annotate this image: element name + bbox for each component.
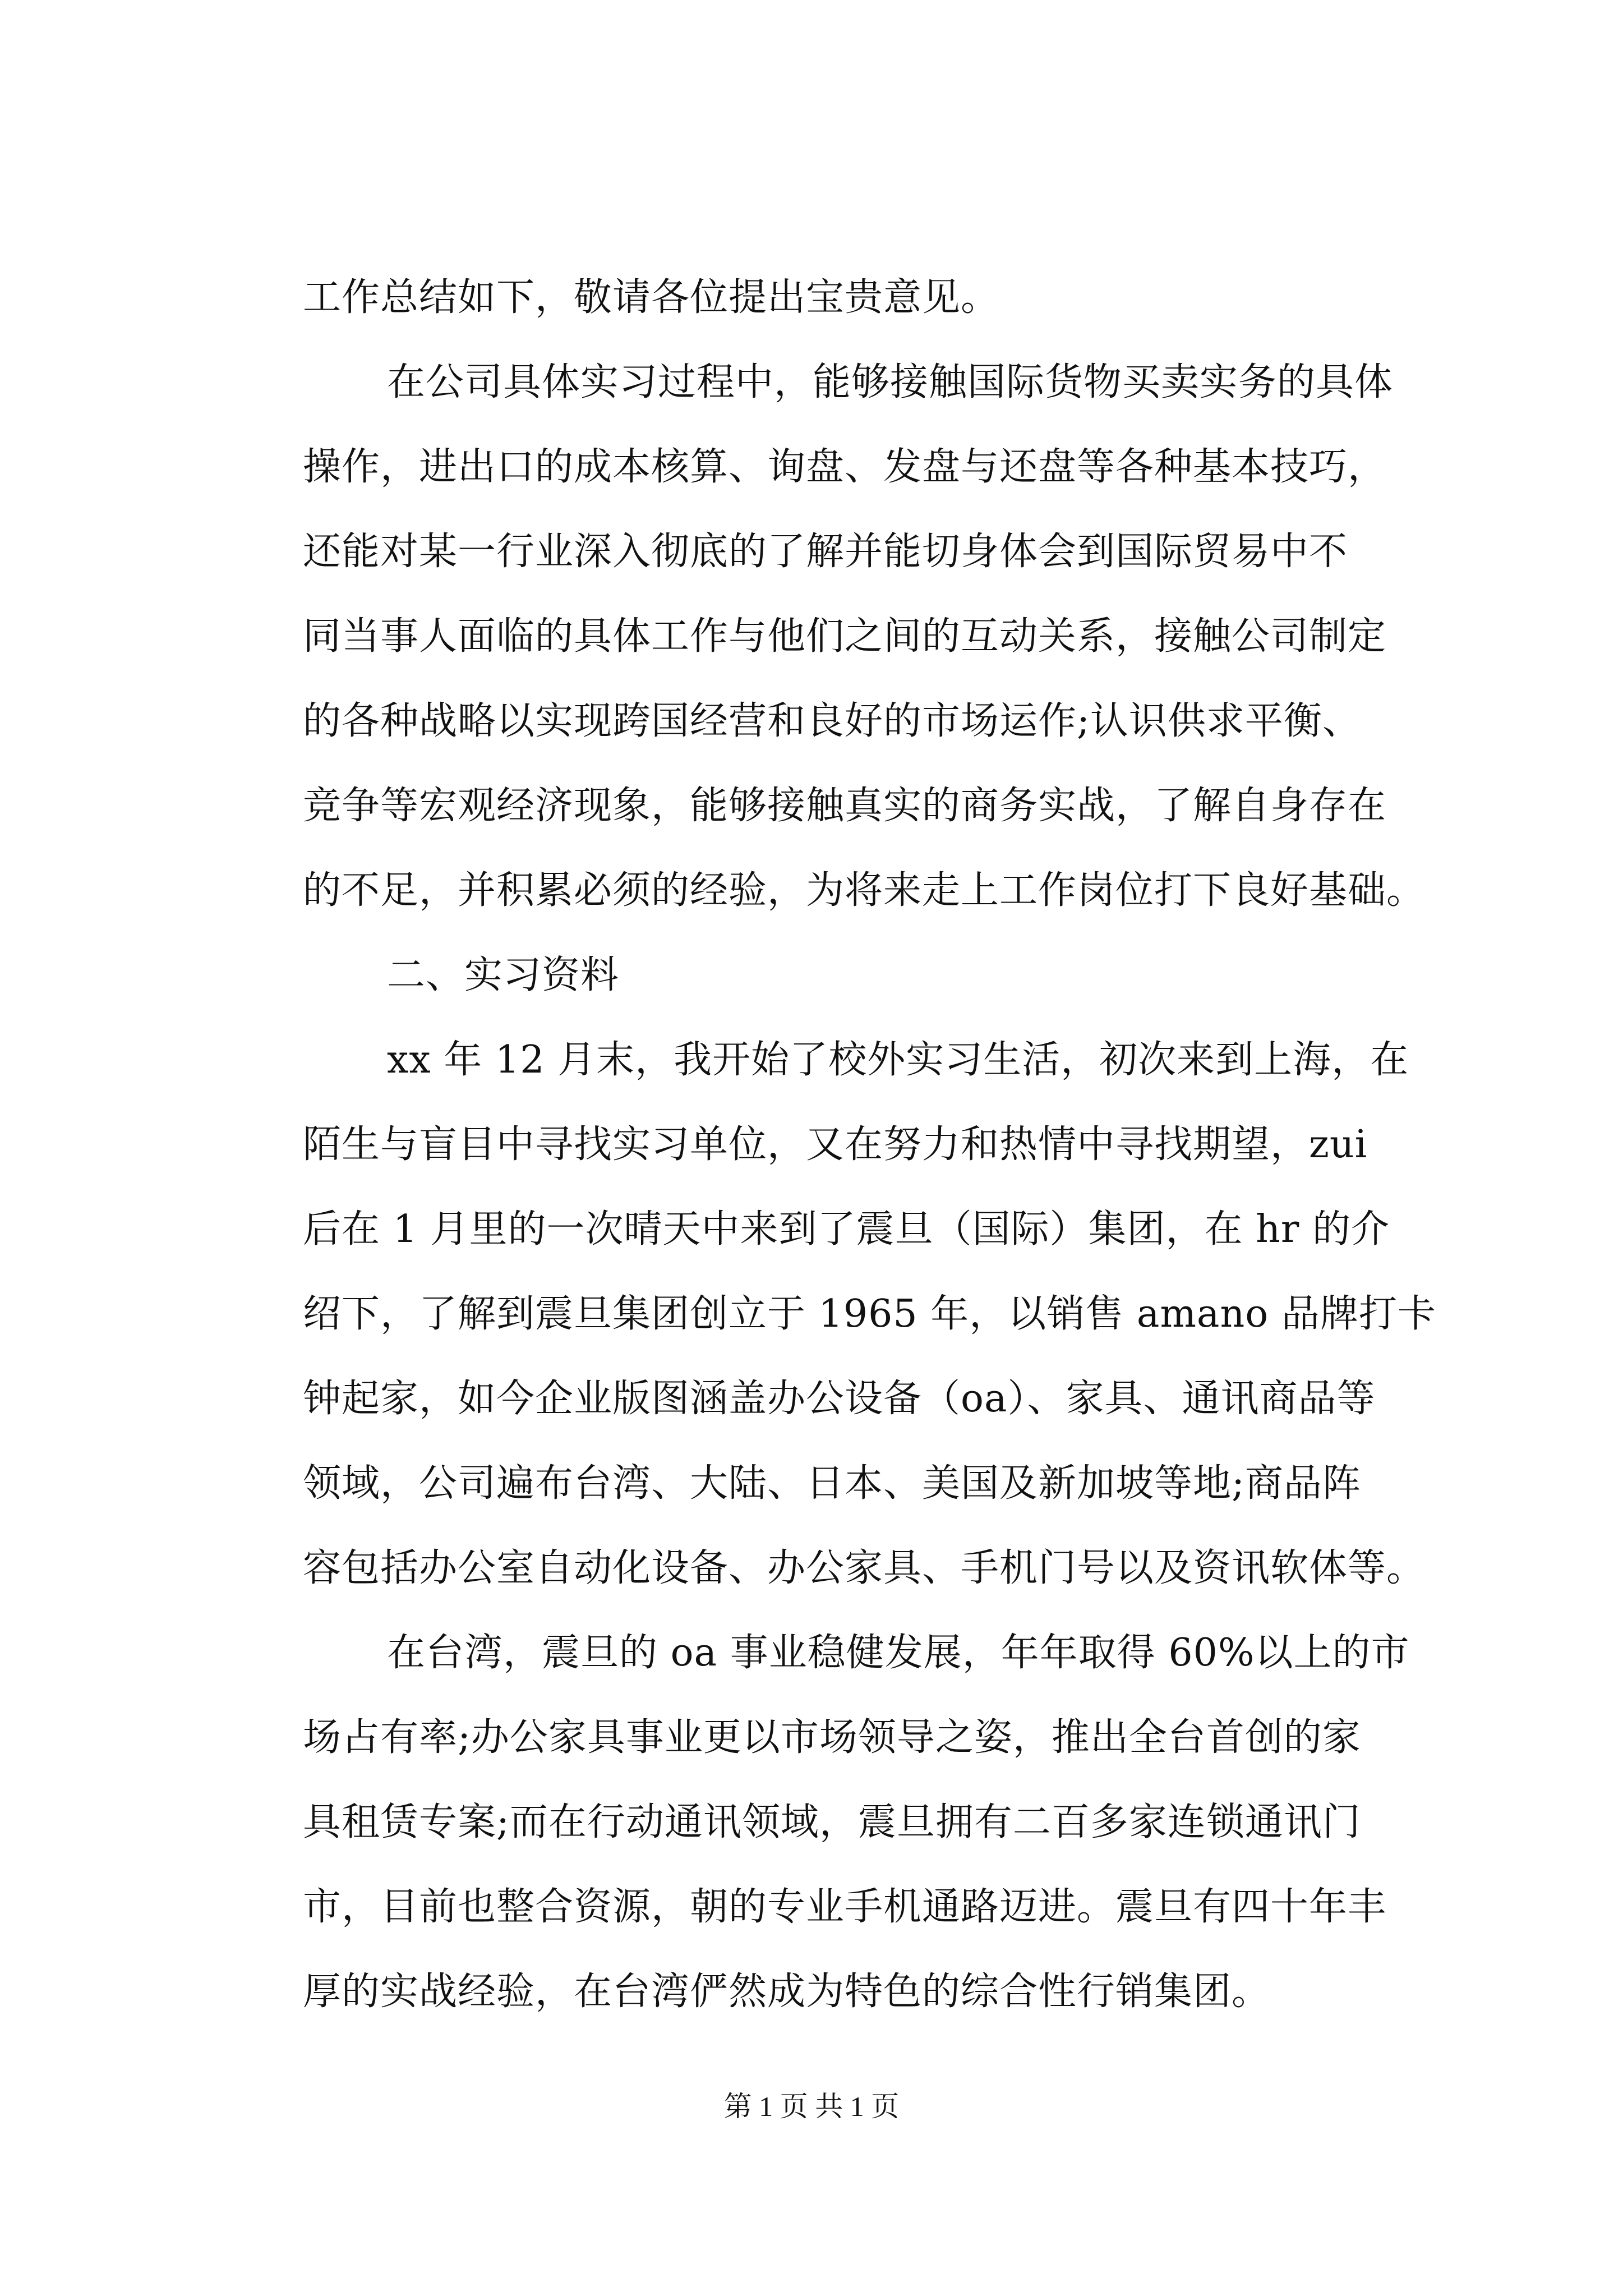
text-line: 容包括办公室自动化设备、办公家具、手机门号以及资讯软体等。 (303, 1546, 1426, 1590)
text-line: 的各种战略以实现跨国经营和良好的市场运作;认识供求平衡、 (303, 699, 1361, 743)
text-line: 二、实习资料 (387, 953, 620, 997)
text-line: 工作总结如下，敬请各位提出宝贵意见。 (303, 275, 1000, 320)
text-line: 在公司具体实习过程中，能够接触国际货物买卖实务的具体 (387, 360, 1394, 404)
text-line: 后在 1 月里的一次晴天中来到了震旦（国际）集团，在 hr 的介 (303, 1207, 1390, 1251)
text-line: 领域，公司遍布台湾、大陆、日本、美国及新加坡等地;商品阵 (303, 1461, 1361, 1506)
text-line: 陌生与盲目中寻找实习单位，又在努力和热情中寻找期望，zui (303, 1122, 1368, 1167)
text-line: 场占有率;办公家具事业更以市场领导之姿，推出全台首创的家 (303, 1715, 1361, 1760)
page-footer: 第 1 页 共 1 页 (723, 2091, 900, 2122)
text-line: 操作，进出口的成本核算、询盘、发盘与还盘等各种基本技巧， (303, 445, 1387, 489)
text-line: 市，目前也整合资源，朝的专业手机通路迈进。震旦有四十年丰 (303, 1885, 1387, 1929)
text-line: 厚的实战经验，在台湾俨然成为特色的综合性行销集团。 (303, 1970, 1271, 2014)
text-line: xx 年 12 月末，我开始了校外实习生活，初次来到上海，在 (387, 1038, 1409, 1082)
text-line: 还能对某一行业深入彻底的了解并能切身体会到国际贸易中不 (303, 530, 1348, 574)
text-line: 的不足，并积累必须的经验，为将来走上工作岗位打下良好基础。 (303, 868, 1426, 913)
text-line: 同当事人面临的具体工作与他们之间的互动关系，接触公司制定 (303, 614, 1387, 659)
text-line: 绍下，了解到震旦集团创立于 1965 年，以销售 amano 品牌打卡 (303, 1292, 1436, 1336)
document-body (303, 255, 1436, 2034)
text-line: 在台湾，震旦的 oa 事业稳健发展，年年取得 60%以上的市 (387, 1631, 1410, 1675)
text-line: 竞争等宏观经济现象，能够接触真实的商务实战，了解自身存在 (303, 784, 1387, 828)
text-line: 钟起家，如今企业版图涵盖办公设备（oa）、家具、通讯商品等 (303, 1377, 1376, 1421)
text-line: 具租赁专案;而在行动通讯领域，震旦拥有二百多家连锁通讯门 (303, 1800, 1361, 1844)
